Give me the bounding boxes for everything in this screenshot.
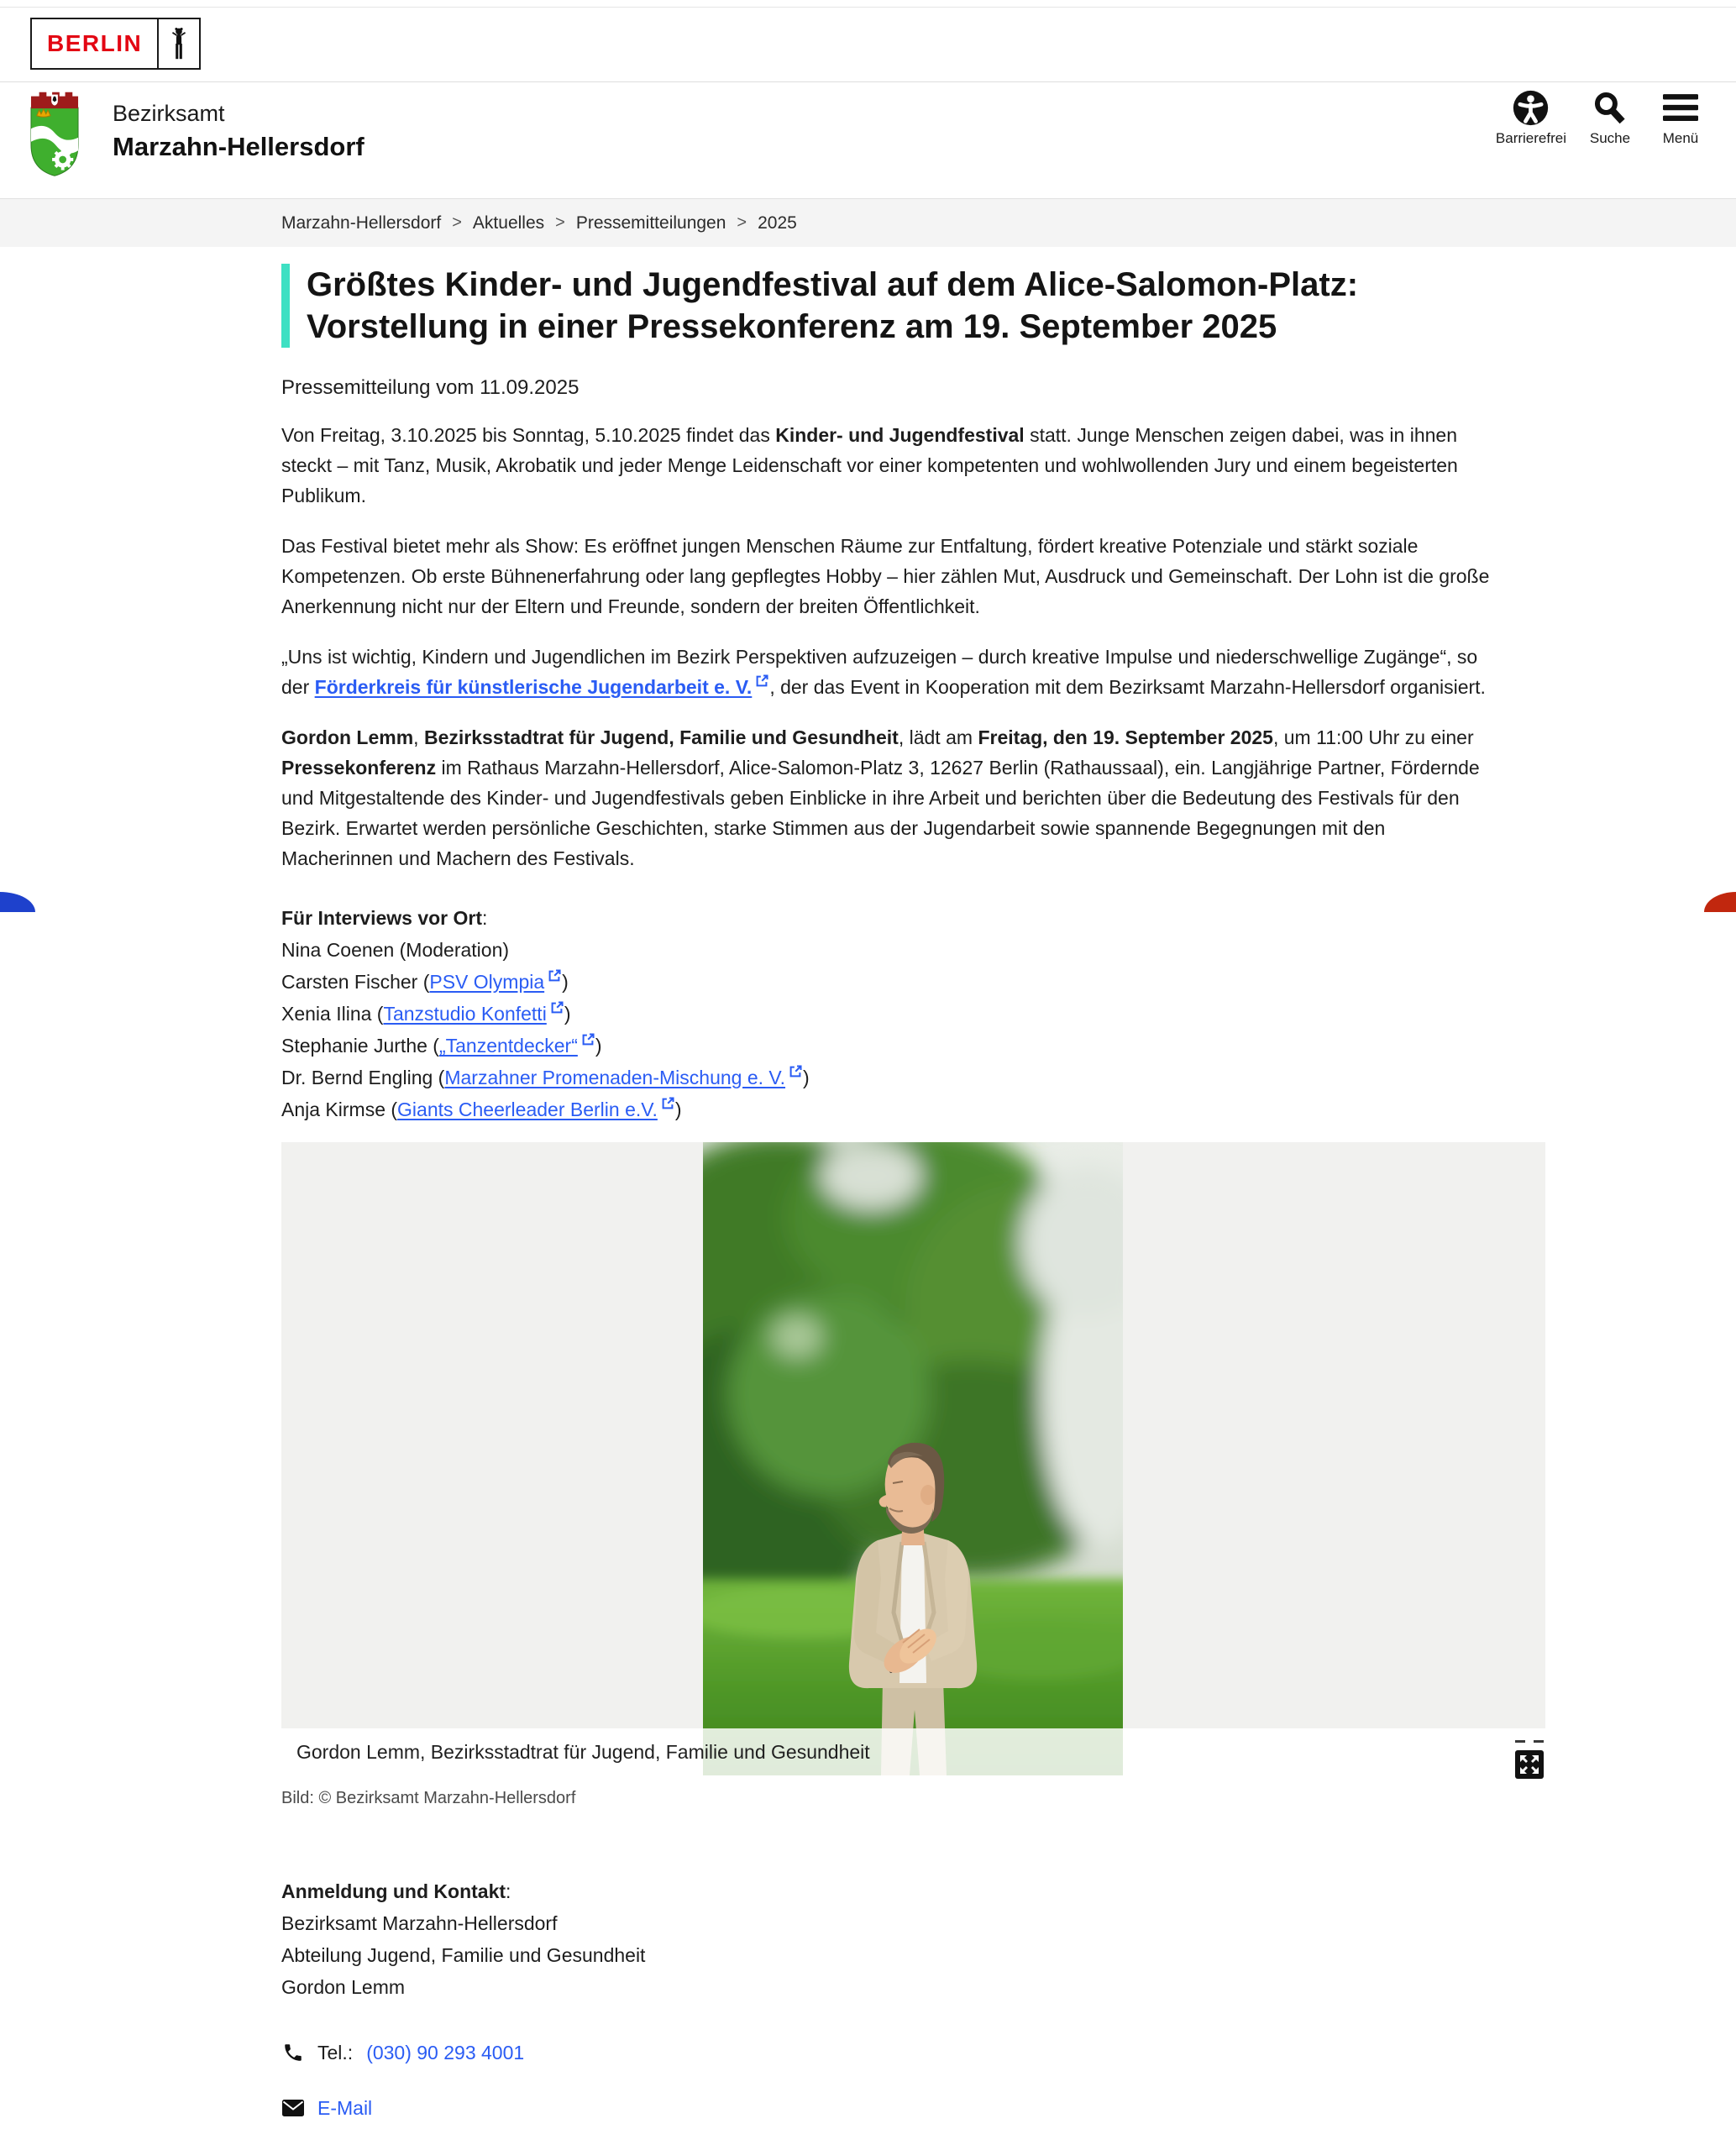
breadcrumb-item[interactable]: Pressemitteilungen bbox=[575, 212, 726, 233]
breadcrumb-separator: > bbox=[452, 213, 462, 232]
phone-row bbox=[281, 2037, 1545, 2069]
expand-image-button[interactable] bbox=[1515, 1750, 1544, 1779]
accessibility-label: Barrierefrei bbox=[1495, 130, 1566, 146]
menu-button[interactable] bbox=[1654, 87, 1707, 147]
berlin-logo[interactable] bbox=[30, 18, 201, 70]
bold-text: Bezirksstadtrat für Jugend, Familie und Gesundheit bbox=[423, 726, 899, 748]
search-button[interactable] bbox=[1583, 87, 1637, 147]
text-link[interactable]: PSV Olympia bbox=[429, 971, 545, 993]
accessibility-button[interactable] bbox=[1496, 87, 1566, 147]
phone-icon bbox=[281, 2042, 304, 2064]
text-link[interactable]: Förderkreis für künstlerische Jugendarbeit e. V. bbox=[314, 676, 753, 698]
right-edge-wedge bbox=[1704, 892, 1736, 912]
interview-entry: Xenia Ilina (Tanzstudio Konfetti ) bbox=[281, 998, 1491, 1030]
press-photo bbox=[703, 1142, 1123, 1775]
breadcrumb-item[interactable]: Marzahn-Hellersdorf bbox=[281, 212, 442, 233]
external-link-icon bbox=[788, 1064, 803, 1079]
header-actions bbox=[1496, 87, 1707, 147]
interview-entry: Dr. Bernd Engling (Marzahner Promenaden-Mischung e. V. ) bbox=[281, 1062, 1491, 1093]
article-paragraph: „Uns ist wichtig, Kindern und Jugendlichen im Bezirk Perspektiven aufzuzeigen – durch kreative Impulse und niederschwellige Zugänge“, so der Förderkreis für künstlerische Jugendarbeit e. V. , der das Event in Kooperation mit dem Bezirksamt Marzahn-Hellersdorf organisiert. bbox=[281, 646, 1486, 698]
contact-section bbox=[281, 1875, 1545, 2124]
menu-icon bbox=[1663, 87, 1698, 128]
contact-line: Bezirksamt Marzahn-Hellersdorf bbox=[281, 1912, 558, 1934]
external-link-icon bbox=[660, 1096, 675, 1111]
expand-dashes bbox=[1515, 1740, 1544, 1743]
breadcrumb-separator: > bbox=[737, 213, 747, 232]
contact-line: Abteilung Jugend, Familie und Gesundheit bbox=[281, 1944, 646, 1966]
bold-text: Pressekonferenz bbox=[281, 757, 437, 779]
interviews-heading-colon: : bbox=[482, 907, 488, 929]
press-release-date: Pressemitteilung vom 11.09.2025 bbox=[281, 376, 580, 399]
article bbox=[281, 247, 1545, 2124]
article-figure bbox=[281, 1142, 1545, 1775]
external-link-icon bbox=[580, 1032, 595, 1047]
article-paragraph: Gordon Lemm, Bezirksstadtrat für Jugend, Familie und Gesundheit, lädt am Freitag, den 19. September 2025, um 11:00 Uhr zu einer Pressekonferenz im Rathaus Marzahn-Hellersdorf, Alice-Salomon-Platz 3, 12627 Berlin (Rathaussaal), ein. Langjährige Partner, Fördernde und Mitgestaltende des Kinder- und Jugendfestivals geben Einblicke in ihre Arbeit und berichten über die Bedeutung des Festivals für den Bezirk. Erwartet werden persönliche Geschichten, starke Stimmen aus der Jugendarbeit sowie spannende Begegnungen mit den Macherinnen und Machern des Festivals. bbox=[281, 726, 1480, 869]
text-link[interactable]: Marzahner Promenaden-Mischung e. V. bbox=[444, 1067, 786, 1088]
contact-heading-label: Anmeldung und Kontakt bbox=[281, 1880, 506, 1902]
external-link-icon bbox=[549, 1000, 564, 1015]
site-title-line1: Bezirksamt bbox=[113, 101, 225, 126]
bold-text: Gordon Lemm bbox=[281, 726, 414, 748]
photo-caption: Gordon Lemm, Bezirksstadtrat für Jugend, Familie und Gesundheit bbox=[281, 1728, 1545, 1775]
menu-label: Menü bbox=[1662, 130, 1699, 146]
contact-heading bbox=[281, 1875, 1545, 1907]
breadcrumb bbox=[0, 198, 1736, 247]
article-body bbox=[281, 420, 1545, 873]
external-link-icon bbox=[547, 968, 562, 983]
left-edge-wedge bbox=[0, 892, 35, 912]
bold-text: Freitag, den 19. September 2025 bbox=[978, 726, 1273, 748]
text-link[interactable]: Giants Cheerleader Berlin e.V. bbox=[397, 1099, 658, 1120]
text-link[interactable]: „Tanzentdecker“ bbox=[438, 1035, 578, 1057]
interview-entry: Nina Coenen (Moderation) bbox=[281, 939, 510, 961]
breadcrumb-item: 2025 bbox=[758, 212, 797, 233]
article-paragraph: Das Festival bietet mehr als Show: Es eröffnet jungen Menschen Räume zur Entfaltung, fördert kreative Potenziale und stärkt soziale Kompetenzen. Ob erste Bühnenerfahrung oder lang gepflegtes Hobby – hier zählen Mut, Ausdruck und Gemeinschaft. Der Lohn ist die große Anerkennung nicht nur der Eltern und Freunde, sondern der breiten Öffentlichkeit. bbox=[281, 535, 1490, 617]
bold-text: Kinder- und Jugendfestival bbox=[775, 424, 1025, 446]
interview-entry: Carsten Fischer (PSV Olympia ) bbox=[281, 966, 1491, 998]
accessibility-icon bbox=[1512, 87, 1550, 128]
email-row bbox=[281, 2092, 1545, 2124]
interview-entry: Anja Kirmse (Giants Cheerleader Berlin e.V. ) bbox=[281, 1093, 1491, 1125]
berlin-bear-icon bbox=[157, 19, 199, 68]
search-label: Suche bbox=[1589, 130, 1631, 146]
site-title bbox=[113, 102, 365, 160]
interview-list bbox=[281, 934, 1545, 1125]
berlin-top-bar bbox=[0, 0, 1736, 82]
interviews-heading bbox=[281, 902, 1545, 934]
site-header bbox=[0, 82, 1736, 198]
phone-label: Tel.: bbox=[317, 2042, 354, 2063]
email-link[interactable]: E-Mail bbox=[317, 2097, 373, 2119]
berlin-logo-text: BERLIN bbox=[47, 30, 143, 56]
external-link-icon bbox=[754, 674, 769, 689]
district-coat-of-arms bbox=[30, 91, 79, 178]
photo-credit: Bild: © Bezirksamt Marzahn-Hellersdorf bbox=[281, 1789, 576, 1807]
interview-entry: Stephanie Jurthe („Tanzentdecker“ ) bbox=[281, 1030, 1491, 1062]
phone-link[interactable]: (030) 90 293 4001 bbox=[366, 2042, 525, 2063]
breadcrumb-item[interactable]: Aktuelles bbox=[472, 212, 545, 233]
interviews-heading-label: Für Interviews vor Ort bbox=[281, 907, 483, 929]
contact-heading-colon: : bbox=[506, 1880, 511, 1902]
email-icon bbox=[281, 2097, 304, 2120]
search-icon bbox=[1592, 87, 1628, 128]
contact-line: Gordon Lemm bbox=[281, 1976, 406, 1998]
article-paragraph: Von Freitag, 3.10.2025 bis Sonntag, 5.10.2025 findet das Kinder- und Jugendfestival statt. Junge Menschen zeigen dabei, was in ihnen steckt – mit Tanz, Musik, Akrobatik und jeder Menge Leidenschaft vor einer kompetenten und wohlwollenden Jury und einem begeisterten Publikum. bbox=[281, 424, 1458, 506]
text-link[interactable]: Tanzstudio Konfetti bbox=[383, 1003, 547, 1025]
breadcrumb-separator: > bbox=[555, 213, 565, 232]
contact-lines bbox=[281, 1907, 1545, 2003]
page-title: Größtes Kinder- und Jugendfestival auf dem Alice-Salomon-Platz: Vorstellung in einer Pressekonferenz am 19. September 2025 bbox=[281, 264, 1424, 348]
site-title-line2: Marzahn-Hellersdorf bbox=[113, 132, 365, 161]
